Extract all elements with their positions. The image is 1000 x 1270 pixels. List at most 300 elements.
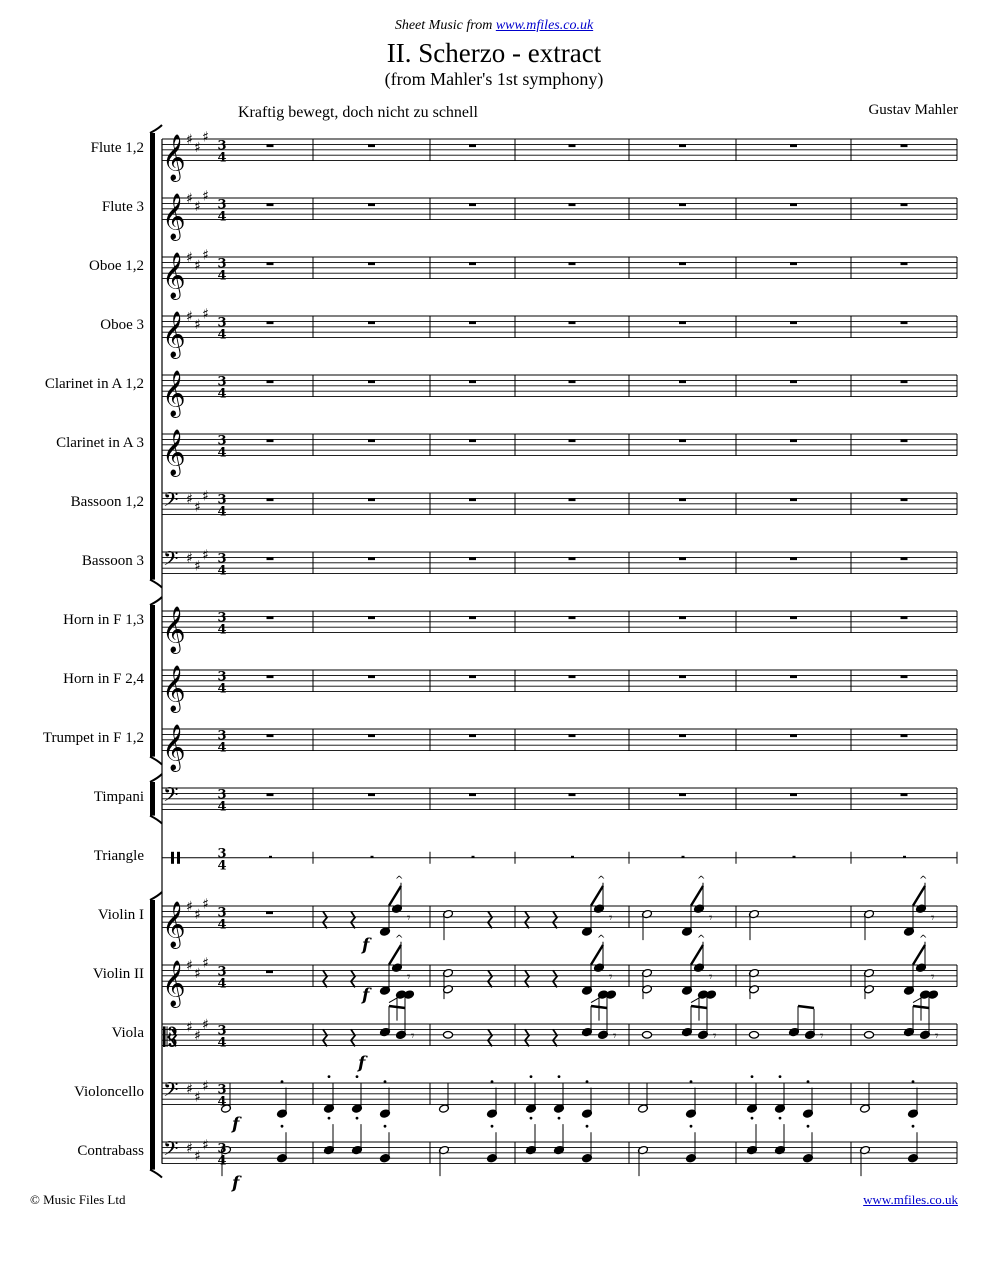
sharp-sign: ♯ (186, 132, 193, 148)
sharp-sign: ♯ (186, 1140, 193, 1157)
accent-mark: ^ (919, 875, 928, 886)
time-signature-top: 3 (217, 728, 227, 744)
group-bracket (150, 133, 155, 580)
half-note (443, 1032, 452, 1039)
staff (162, 257, 957, 279)
whole-rest (267, 439, 274, 442)
staccato-dot (690, 1125, 693, 1128)
bass-clef-icon: 𝄢 (163, 783, 179, 811)
staff (162, 729, 957, 751)
sharp-sign: ♯ (194, 199, 201, 216)
treble-clef-icon: 𝄞 (162, 193, 186, 240)
bracket-hook (150, 580, 162, 588)
time-signature-top: 3 (217, 315, 227, 331)
staff (162, 788, 957, 810)
whole-rest (679, 616, 686, 619)
time-signature-top: 3 (217, 492, 227, 508)
whole-rest (790, 675, 797, 678)
bracket-hook (150, 774, 162, 782)
treble-clef-icon: 𝄞 (162, 252, 186, 299)
time-signature-bottom: 4 (217, 268, 227, 284)
sharp-sign: ♯ (202, 188, 209, 205)
whole-rest (682, 856, 685, 858)
staff (162, 852, 957, 864)
percussion-clef-icon (177, 852, 180, 864)
instrument-label: Timpani (93, 788, 144, 805)
sharp-sign: ♯ (186, 1019, 193, 1036)
whole-rest (790, 439, 797, 442)
whole-rest (790, 793, 797, 796)
composer-name: Gustav Mahler (868, 102, 958, 118)
quarter-rest (553, 1029, 557, 1046)
treble-clef-icon: 𝄞 (162, 606, 186, 653)
staccato-dot (779, 1075, 782, 1078)
whole-rest (469, 616, 476, 619)
time-signature-top: 3 (217, 610, 227, 626)
whole-rest (368, 203, 375, 206)
sharp-sign: ♯ (202, 1017, 209, 1033)
whole-rest (901, 793, 908, 796)
whole-rest (790, 557, 797, 560)
whole-rest (368, 498, 375, 501)
group-bracket (150, 782, 155, 816)
percussion-clef-icon (171, 852, 174, 864)
whole-rest (267, 321, 274, 324)
group-bracket (150, 605, 155, 757)
whole-rest (569, 262, 576, 265)
note-beam (913, 1006, 929, 1008)
eighth-rest: 𝄾 (713, 1028, 717, 1044)
staccato-dot (491, 1080, 494, 1083)
bass-clef-icon: 𝄢 (163, 1078, 179, 1106)
bracket-hook (150, 597, 162, 605)
time-signature-top: 3 (217, 551, 227, 567)
whole-rest (469, 793, 476, 796)
treble-clef-icon: 𝄞 (162, 901, 186, 948)
treble-clef-icon: 𝄞 (162, 724, 186, 771)
time-signature-top: 3 (217, 138, 227, 154)
time-signature-top: 3 (217, 846, 227, 862)
whole-rest (469, 321, 476, 324)
sharp-sign: ♯ (186, 550, 193, 567)
half-note (749, 1032, 758, 1039)
note-beam (691, 945, 703, 965)
time-signature-top: 3 (217, 433, 227, 449)
group-bracket (150, 900, 155, 1170)
accent-mark: ^ (697, 875, 706, 886)
sharp-sign: ♯ (202, 1078, 209, 1095)
eighth-rest: 𝄾 (935, 1028, 939, 1044)
whole-rest (267, 793, 274, 796)
whole-rest (901, 734, 908, 737)
note-beam (389, 886, 401, 906)
whole-rest (469, 262, 476, 265)
staccato-dot (384, 1125, 387, 1128)
time-signature-top: 3 (217, 669, 227, 685)
time-signature-top: 3 (217, 197, 227, 213)
sharp-sign: ♯ (186, 958, 193, 974)
whole-rest (469, 144, 476, 147)
forte-dynamic: f (358, 1053, 366, 1074)
quarter-rest (525, 911, 529, 928)
accent-mark: ^ (697, 934, 706, 945)
whole-rest (901, 321, 908, 324)
whole-rest (368, 734, 375, 737)
sharp-sign: ♯ (202, 247, 209, 264)
note-beam (691, 1006, 707, 1008)
eighth-rest: 𝄾 (709, 969, 713, 985)
whole-rest (790, 616, 797, 619)
quarter-rest (488, 970, 492, 987)
whole-rest (569, 557, 576, 560)
staccato-dot (356, 1117, 359, 1120)
instrument-label: Triangle (93, 847, 144, 864)
bracket-hook (150, 125, 162, 133)
whole-rest (679, 439, 686, 442)
staff (162, 375, 957, 397)
staccato-dot (558, 1117, 561, 1120)
whole-rest (266, 970, 273, 973)
staccato-dot (530, 1075, 533, 1078)
whole-rest (267, 380, 274, 383)
instrument-label: Flute 1,2 (90, 139, 144, 156)
whole-rest (901, 439, 908, 442)
sharp-sign: ♯ (202, 488, 209, 505)
time-signature-bottom: 4 (217, 209, 227, 225)
whole-rest (469, 734, 476, 737)
staccato-dot (807, 1080, 810, 1083)
instrument-label: Contrabass (77, 1142, 144, 1159)
tempo-marking: Kraftig bewegt, doch nicht zu schnell (238, 104, 478, 121)
quarter-rest (553, 970, 557, 987)
source-link[interactable]: www.mfiles.co.uk (495, 18, 594, 33)
whole-rest (901, 675, 908, 678)
treble-clef-icon: 𝄞 (162, 370, 186, 417)
sharp-sign: ♯ (194, 1148, 201, 1165)
whole-rest (679, 203, 686, 206)
whole-rest (901, 380, 908, 383)
note-beam (591, 886, 603, 906)
instrument-label: Violin II (92, 965, 144, 982)
whole-rest (569, 380, 576, 383)
whole-rest (368, 793, 375, 796)
whole-rest (569, 144, 576, 147)
bass-clef-icon: 𝄢 (163, 547, 179, 575)
staff (162, 883, 957, 940)
instrument-label: Oboe 3 (100, 316, 144, 333)
time-signature-bottom: 4 (217, 1035, 227, 1051)
eighth-rest: 𝄾 (613, 1028, 617, 1044)
whole-rest (790, 203, 797, 206)
whole-rest (371, 856, 374, 858)
quarter-rest (351, 1029, 355, 1046)
instrument-label: Bassoon 3 (81, 552, 144, 569)
time-signature-bottom: 4 (217, 563, 227, 579)
time-signature-bottom: 4 (217, 622, 227, 638)
whole-rest (469, 675, 476, 678)
forte-dynamic: f (362, 935, 370, 956)
staccato-dot (912, 1080, 915, 1083)
quarter-rest (488, 1029, 492, 1046)
staccato-dot (384, 1080, 387, 1083)
sharp-sign: ♯ (194, 558, 201, 575)
whole-rest (569, 793, 576, 796)
time-signature-top: 3 (217, 374, 227, 390)
staccato-dot (751, 1117, 754, 1120)
instrument-label: Flute 3 (101, 198, 144, 215)
staccato-dot (530, 1117, 533, 1120)
eighth-rest: 𝄾 (411, 1028, 415, 1044)
note-beam (798, 1006, 814, 1008)
whole-rest (679, 675, 686, 678)
quarter-rest (488, 911, 492, 928)
sharp-sign: ♯ (202, 306, 209, 323)
staff (162, 552, 957, 574)
note-beam (591, 945, 603, 965)
staccato-dot (328, 1117, 331, 1120)
instrument-label: Horn in F 1,3 (63, 611, 144, 628)
sharp-sign: ♯ (186, 899, 193, 915)
quarter-rest (351, 911, 355, 928)
whole-rest (569, 734, 576, 737)
quarter-rest (525, 1029, 529, 1046)
whole-rest (901, 144, 908, 147)
treble-clef-icon: 𝄞 (162, 960, 186, 1007)
whole-rest (472, 856, 475, 858)
eighth-rest: 𝄾 (407, 910, 411, 926)
treble-clef-icon: 𝄞 (162, 429, 186, 476)
whole-rest (679, 498, 686, 501)
sharp-sign: ♯ (186, 309, 193, 325)
staccato-dot (586, 1125, 589, 1128)
eighth-rest: 𝄾 (820, 1028, 824, 1044)
eighth-rest: 𝄾 (931, 910, 935, 926)
staff (162, 493, 957, 515)
piece-title: II. Scherzo - extract (386, 38, 602, 68)
staff (162, 434, 957, 456)
whole-rest (790, 380, 797, 383)
time-signature-top: 3 (217, 1141, 227, 1157)
whole-rest (469, 439, 476, 442)
whole-rest (267, 675, 274, 678)
time-signature-bottom: 4 (217, 504, 227, 520)
quarter-rest (525, 970, 529, 987)
sharp-sign: ♯ (202, 896, 209, 913)
whole-rest (267, 616, 274, 619)
staff (162, 1114, 957, 1176)
time-signature-top: 3 (217, 905, 227, 921)
sharp-sign: ♯ (202, 129, 209, 146)
staff (162, 670, 957, 692)
staff (162, 611, 957, 633)
whole-rest (903, 856, 906, 858)
whole-rest (569, 616, 576, 619)
eighth-rest: 𝄾 (709, 910, 713, 926)
whole-rest (790, 144, 797, 147)
note-beam (913, 886, 925, 906)
whole-rest (267, 203, 274, 206)
whole-rest (269, 856, 272, 858)
quarter-rest (323, 970, 327, 987)
whole-rest (569, 203, 576, 206)
whole-rest (790, 498, 797, 501)
sharp-sign: ♯ (186, 250, 193, 266)
whole-rest (790, 734, 797, 737)
piece-subtitle: (from Mahler's 1st symphony) (384, 69, 604, 89)
half-note (642, 1032, 651, 1039)
bracket-hook (150, 1170, 162, 1178)
time-signature-bottom: 4 (217, 740, 227, 756)
whole-rest (266, 911, 273, 914)
note-beam (691, 886, 703, 906)
whole-rest (469, 498, 476, 501)
accent-mark: ^ (597, 875, 606, 886)
eighth-rest: 𝄾 (407, 969, 411, 985)
time-signature-top: 3 (217, 787, 227, 803)
sharp-sign: ♯ (186, 491, 193, 508)
instrument-label: Violin I (97, 906, 144, 923)
staccato-dot (356, 1075, 359, 1078)
accent-mark: ^ (597, 934, 606, 945)
time-signature-top: 3 (217, 1082, 227, 1098)
quarter-rest (553, 911, 557, 928)
time-signature-bottom: 4 (217, 327, 227, 343)
whole-rest (901, 616, 908, 619)
whole-rest (267, 557, 274, 560)
accent-mark: ^ (395, 875, 404, 886)
instrument-label: Violoncello (74, 1083, 144, 1100)
note-beam (389, 1006, 405, 1008)
sharp-sign: ♯ (194, 258, 201, 275)
staff (162, 139, 957, 161)
staccato-dot (558, 1075, 561, 1078)
whole-rest (679, 734, 686, 737)
forte-dynamic: f (232, 1114, 240, 1135)
treble-clef-icon: 𝄞 (162, 134, 186, 181)
staff (162, 942, 957, 1021)
whole-rest (790, 321, 797, 324)
accent-mark: ^ (395, 934, 404, 945)
sharp-sign: ♯ (194, 907, 201, 924)
eighth-rest: 𝄾 (931, 969, 935, 985)
whole-rest (368, 380, 375, 383)
staff (162, 1006, 957, 1046)
instrument-label: Horn in F 2,4 (63, 670, 144, 687)
staccato-dot (586, 1080, 589, 1083)
whole-rest (368, 144, 375, 147)
time-signature-bottom: 4 (217, 858, 227, 874)
time-signature-bottom: 4 (217, 386, 227, 402)
time-signature-bottom: 4 (217, 445, 227, 461)
whole-rest (571, 856, 574, 858)
time-signature-bottom: 4 (217, 150, 227, 166)
sharp-sign: ♯ (194, 317, 201, 334)
whole-rest (569, 498, 576, 501)
whole-rest (569, 675, 576, 678)
time-signature-bottom: 4 (217, 917, 227, 933)
whole-rest (267, 498, 274, 501)
bracket-hook (150, 816, 162, 824)
alto-clef-icon: 𝄡 (163, 1023, 178, 1054)
whole-rest (679, 557, 686, 560)
time-signature-bottom: 4 (217, 1153, 227, 1169)
instrument-label: Clarinet in A 1,2 (44, 375, 144, 392)
instrument-label: Bassoon 1,2 (70, 493, 144, 510)
quarter-rest (351, 970, 355, 987)
note-beam (913, 945, 925, 965)
copyright-notice: © Music Files Ltd (30, 1192, 126, 1207)
staccato-dot (779, 1117, 782, 1120)
time-signature-top: 3 (217, 964, 227, 980)
staccato-dot (751, 1075, 754, 1078)
staccato-dot (281, 1080, 284, 1083)
whole-rest (267, 144, 274, 147)
whole-rest (267, 734, 274, 737)
eighth-rest: 𝄾 (609, 910, 613, 926)
staccato-dot (807, 1125, 810, 1128)
whole-rest (469, 203, 476, 206)
whole-rest (679, 321, 686, 324)
instrument-label: Clarinet in A 3 (56, 434, 144, 451)
time-signature-bottom: 4 (217, 799, 227, 815)
forte-dynamic: f (232, 1173, 240, 1194)
instrument-label: Trumpet in F 1,2 (42, 729, 144, 746)
sharp-sign: ♯ (186, 191, 193, 207)
staff (162, 198, 957, 220)
whole-rest (368, 675, 375, 678)
instrument-label: Oboe 1,2 (89, 257, 144, 274)
bracket-hook (150, 757, 162, 765)
sharp-sign: ♯ (202, 547, 209, 564)
whole-rest (679, 262, 686, 265)
sharp-sign: ♯ (186, 1081, 193, 1098)
whole-rest (368, 262, 375, 265)
staccato-dot (912, 1125, 915, 1128)
whole-rest (569, 439, 576, 442)
staccato-dot (328, 1075, 331, 1078)
sharp-sign: ♯ (194, 1027, 201, 1044)
whole-rest (368, 439, 375, 442)
whole-rest (901, 498, 908, 501)
forte-dynamic: f (362, 985, 370, 1006)
time-signature-bottom: 4 (217, 976, 227, 992)
footer-link[interactable]: www.mfiles.co.uk (863, 1192, 958, 1207)
bracket-hook (150, 892, 162, 900)
whole-rest (679, 380, 686, 383)
sharp-sign: ♯ (194, 140, 201, 157)
whole-rest (901, 557, 908, 560)
note-beam (591, 1006, 607, 1008)
time-signature-bottom: 4 (217, 1094, 227, 1110)
half-note (864, 1032, 873, 1039)
instrument-label: Viola (111, 1024, 144, 1041)
sharp-sign: ♯ (202, 1137, 209, 1154)
whole-rest (569, 321, 576, 324)
time-signature-top: 3 (217, 256, 227, 272)
sharp-sign: ♯ (194, 966, 201, 983)
whole-rest (368, 616, 375, 619)
quarter-rest (323, 1029, 327, 1046)
staff (162, 1075, 957, 1118)
note-beam (389, 945, 401, 965)
staff (162, 316, 957, 338)
time-signature-top: 3 (217, 1023, 227, 1039)
whole-rest (790, 262, 797, 265)
sharp-sign: ♯ (202, 955, 209, 972)
treble-clef-icon: 𝄞 (162, 665, 186, 712)
whole-rest (901, 262, 908, 265)
sharp-sign: ♯ (194, 1089, 201, 1106)
